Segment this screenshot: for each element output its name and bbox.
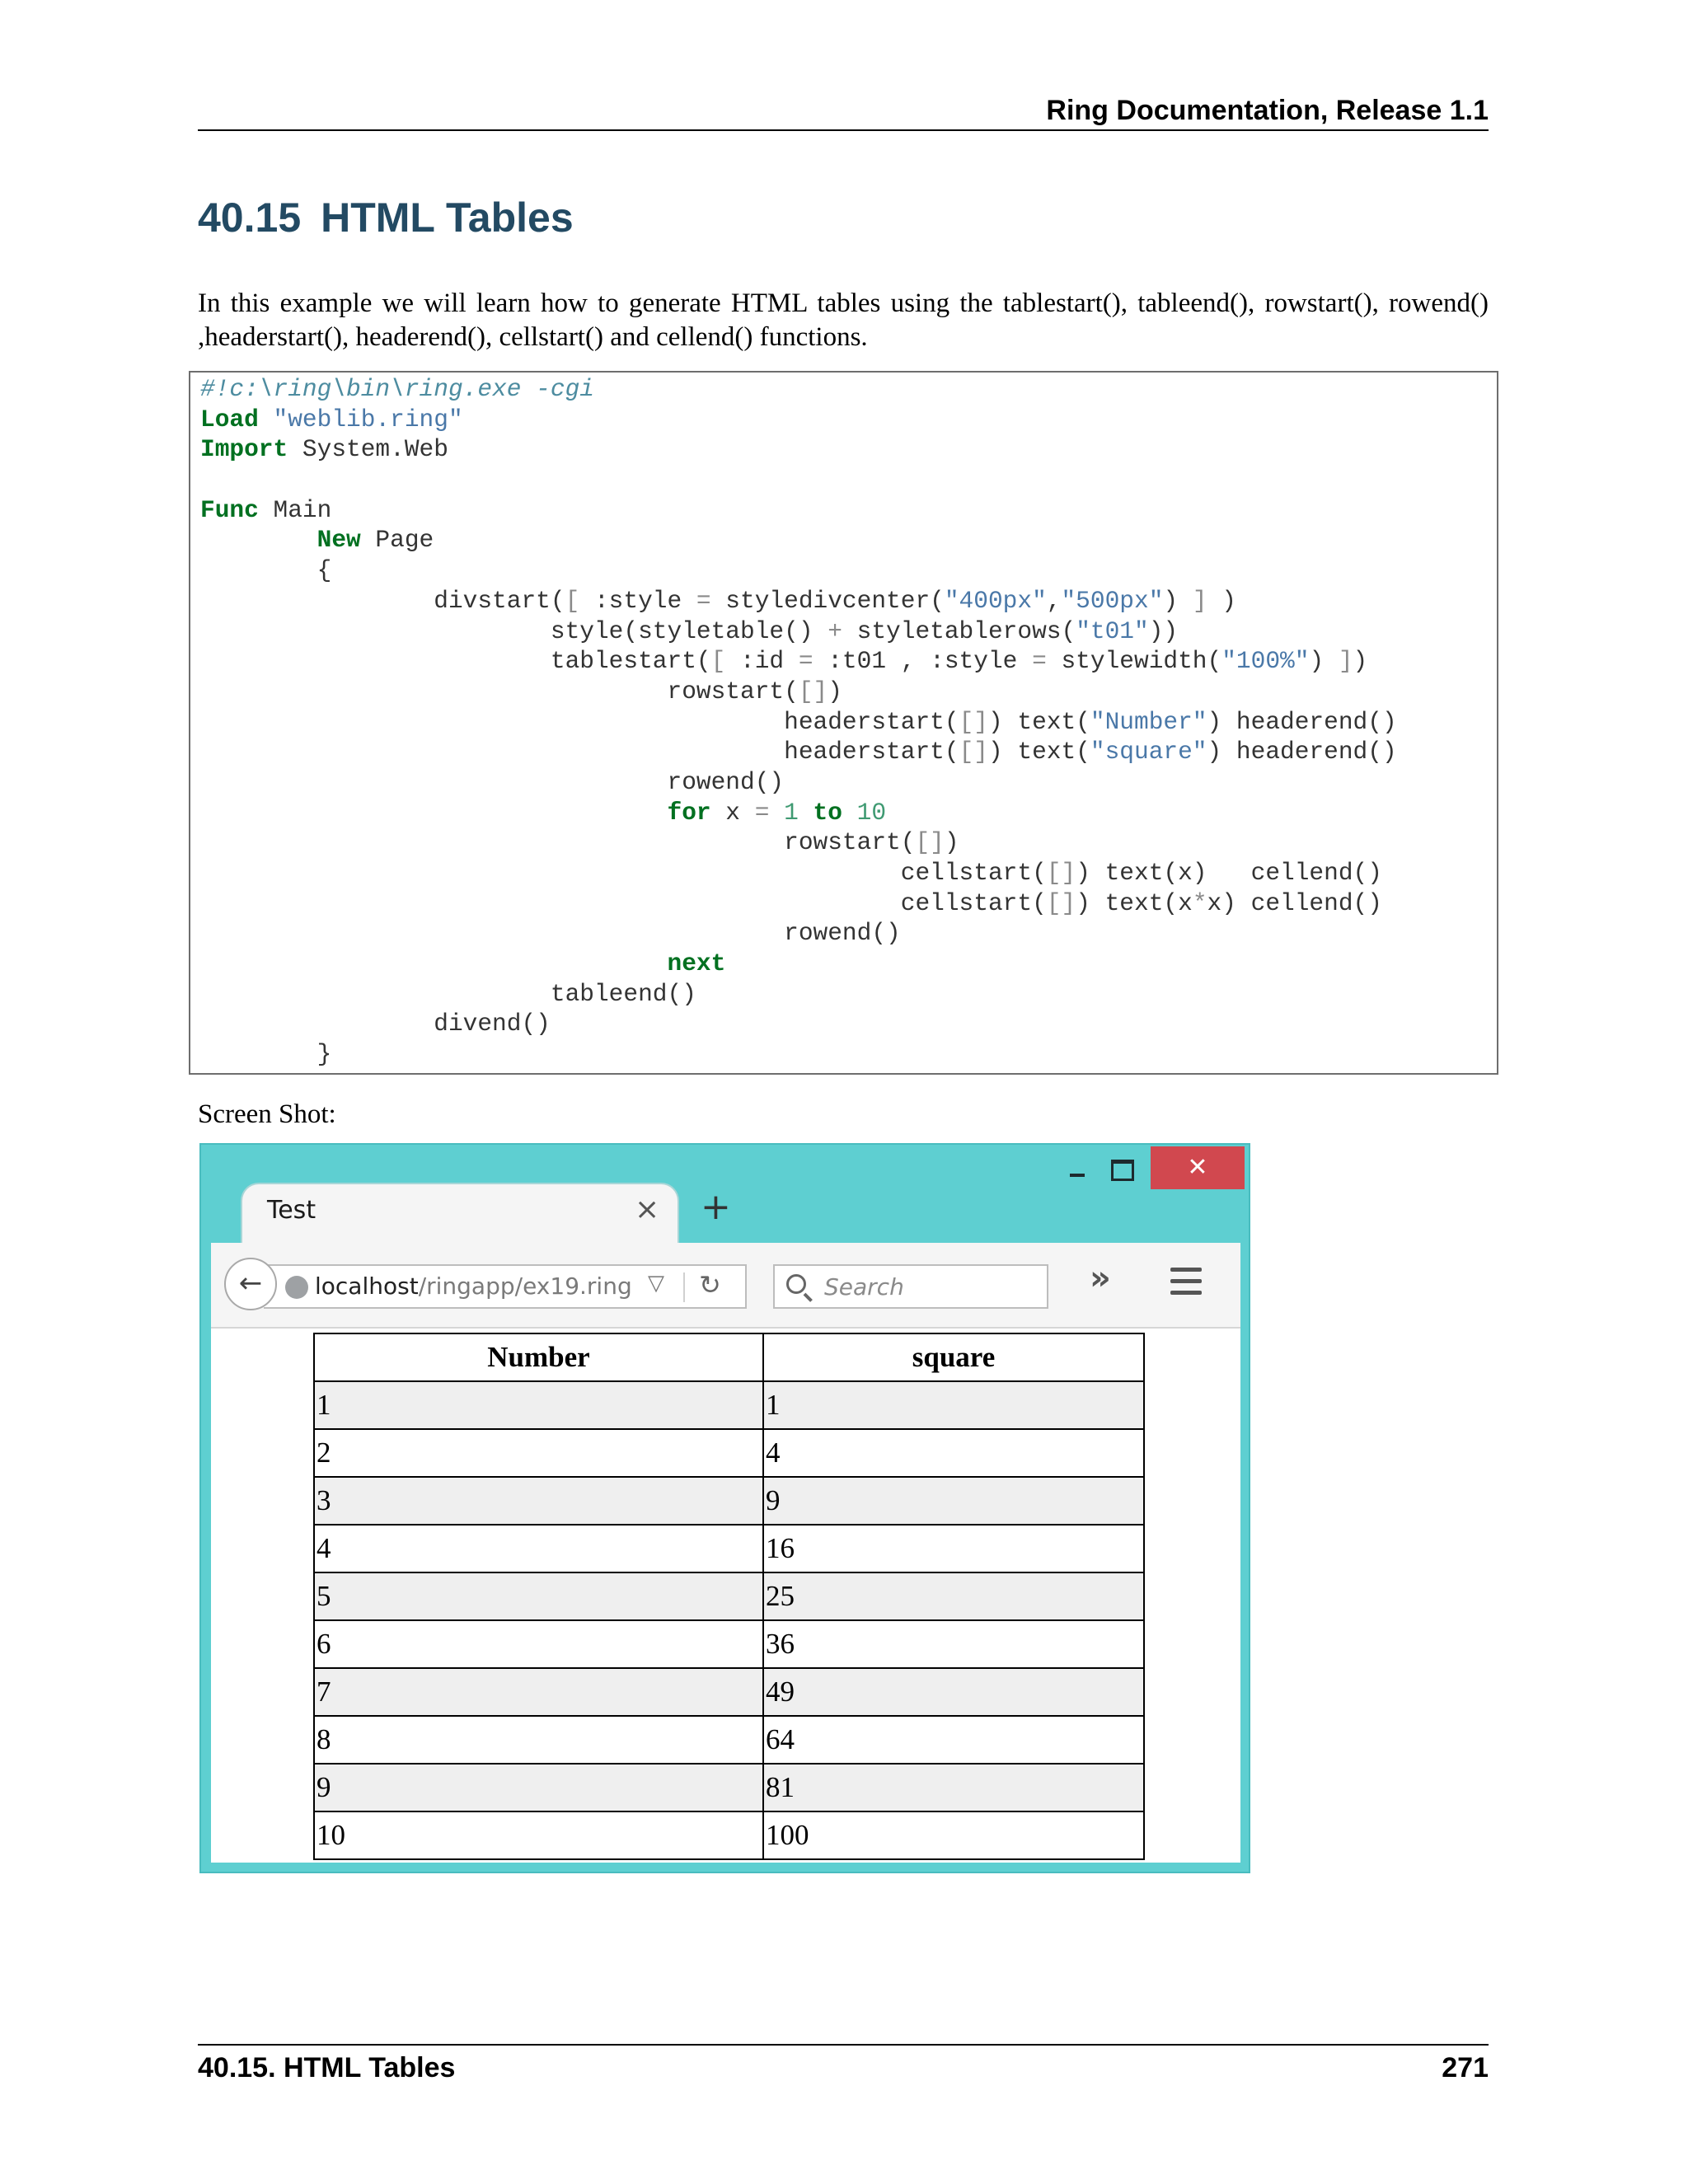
code-token: System.Web	[288, 435, 448, 464]
code-token: )	[1163, 586, 1193, 615]
footer-section: 40.15. HTML Tables	[198, 2052, 456, 2083]
code-token: *	[1192, 888, 1207, 917]
url-text[interactable]	[315, 1272, 632, 1300]
code-token: []	[1046, 888, 1076, 917]
table-row	[314, 1811, 1144, 1859]
code-token	[200, 799, 668, 827]
code-token: []	[798, 677, 828, 705]
code-token: ))	[1148, 616, 1179, 645]
minimize-button[interactable]	[1057, 1146, 1098, 1189]
intro-paragraph: In this example we will learn how to generate HTML tables using the tablestart(), tableend(), rowstart(), rowend() ,headerstart(), headerend(), cellstart() and cellend() functions.	[198, 288, 1489, 352]
search-placeholder: Search	[824, 1273, 904, 1301]
code-line	[200, 737, 1397, 767]
cell-square: 9	[763, 1477, 1144, 1525]
page-footer	[198, 2044, 1489, 2083]
table-row	[314, 1572, 1144, 1620]
code-token: []	[959, 707, 988, 736]
code-token: =	[1032, 647, 1047, 676]
code-line	[200, 465, 1397, 495]
code-line	[200, 888, 1397, 919]
cell-number: 1	[314, 1381, 763, 1429]
table-row	[314, 1620, 1144, 1668]
tab-test[interactable]	[241, 1183, 679, 1247]
url-host: localhost	[315, 1272, 419, 1300]
code-token: ]	[1192, 586, 1207, 615]
code-token: "weblib.ring"	[273, 405, 463, 434]
code-token: Page	[360, 526, 434, 555]
section-title-text: HTML Tables	[321, 194, 574, 241]
cell-square: 49	[763, 1668, 1144, 1716]
url-path: /ringapp/ex19.ring	[418, 1272, 632, 1300]
url-separator	[683, 1272, 685, 1302]
code-line	[200, 555, 1397, 586]
code-token: :id	[725, 647, 799, 676]
code-line	[200, 495, 1397, 526]
reload-icon[interactable]: ↻	[699, 1269, 721, 1301]
code-token: =	[696, 586, 711, 615]
code-token: x) cellend()	[1207, 888, 1382, 917]
cell-number: 8	[314, 1716, 763, 1764]
code-line	[200, 827, 1397, 858]
code-token	[769, 799, 784, 827]
code-line	[200, 646, 1397, 677]
code-token: for	[667, 798, 711, 827]
cell-square: 81	[763, 1764, 1144, 1811]
code-token: "Number"	[1090, 707, 1207, 736]
code-token: headerstart(	[200, 738, 959, 766]
cell-square: 25	[763, 1572, 1144, 1620]
search-icon	[786, 1274, 806, 1294]
code-token: stylewidth(	[1046, 647, 1222, 676]
code-token: []	[959, 738, 988, 766]
code-token: =	[754, 798, 770, 827]
code-token: rowstart(	[200, 828, 916, 857]
cell-number: 5	[314, 1572, 763, 1620]
maximize-button[interactable]	[1100, 1146, 1141, 1189]
code-token: x	[710, 798, 755, 827]
code-token: []	[915, 828, 945, 857]
code-token: ) text(	[987, 707, 1090, 736]
cell-number: 6	[314, 1620, 763, 1668]
tab-title: Test	[267, 1196, 316, 1225]
code-token: tableend()	[200, 979, 696, 1008]
code-token: ,	[1046, 586, 1062, 615]
code-token	[200, 526, 317, 554]
table-row	[314, 1668, 1144, 1716]
code-line	[200, 374, 1397, 405]
cell-square: 36	[763, 1620, 1144, 1668]
code-line	[200, 707, 1397, 738]
code-token: )	[1353, 647, 1368, 676]
code-token: Load	[200, 405, 259, 434]
code-listing	[200, 374, 1397, 1070]
code-token: "t01"	[1076, 616, 1149, 645]
code-line	[200, 677, 1397, 707]
table-header-row	[314, 1333, 1144, 1381]
cell-number: 7	[314, 1668, 763, 1716]
code-token: Import	[200, 435, 288, 464]
running-header: Ring Documentation, Release 1.1	[198, 94, 1489, 131]
code-token: }	[200, 1040, 332, 1069]
window-close-button[interactable]	[1151, 1146, 1245, 1189]
code-line	[200, 798, 1397, 828]
numbers-table	[313, 1333, 1145, 1860]
new-tab-icon[interactable]: +	[701, 1186, 731, 1228]
cell-square: 16	[763, 1525, 1144, 1572]
code-token: [	[565, 586, 580, 615]
cell-number: 3	[314, 1477, 763, 1525]
table-row	[314, 1429, 1144, 1477]
page-viewport	[211, 1329, 1240, 1863]
code-token: styledivcenter(	[710, 586, 945, 615]
url-bar[interactable]	[264, 1264, 747, 1309]
code-token: rowend()	[200, 767, 785, 796]
code-line	[200, 616, 1397, 647]
code-line	[200, 1009, 1397, 1039]
code-token: cellstart(	[200, 859, 1047, 887]
cell-square: 100	[763, 1811, 1144, 1859]
code-line	[200, 767, 1397, 798]
code-token	[799, 799, 814, 827]
code-token	[259, 405, 274, 434]
code-line	[200, 858, 1397, 888]
code-token: Func	[200, 495, 259, 524]
navigation-toolbar	[211, 1243, 1240, 1329]
code-token	[200, 949, 668, 977]
hamburger-menu-icon[interactable]	[1170, 1268, 1202, 1296]
browser-window	[199, 1143, 1250, 1873]
cell-square: 64	[763, 1716, 1144, 1764]
code-token: ) headerend()	[1207, 738, 1397, 766]
table-row	[314, 1764, 1144, 1811]
code-line	[200, 586, 1397, 616]
code-line	[200, 405, 1397, 435]
code-line	[200, 979, 1397, 1010]
code-token: )	[944, 828, 959, 857]
code-token: to	[813, 798, 842, 827]
page-number: 271	[1442, 2052, 1489, 2083]
screenshot-label: Screen Shot:	[198, 1099, 336, 1129]
code-token: cellstart(	[200, 888, 1047, 917]
table-row	[314, 1477, 1144, 1525]
code-token: style(styletable()	[200, 616, 828, 645]
cell-number: 9	[314, 1764, 763, 1811]
code-token: :style	[579, 586, 696, 615]
code-token: )	[1207, 586, 1236, 615]
header-number: Number	[314, 1333, 763, 1381]
code-token: "400px"	[944, 586, 1047, 615]
tab-close-icon[interactable]: ×	[635, 1193, 660, 1226]
close-icon: ✕	[1187, 1153, 1208, 1182]
search-input[interactable]	[773, 1264, 1048, 1309]
code-token: )	[828, 677, 842, 705]
table-row	[314, 1716, 1144, 1764]
code-line	[200, 525, 1397, 555]
cell-square: 4	[763, 1429, 1144, 1477]
code-line	[200, 918, 1397, 949]
code-token: New	[316, 526, 361, 555]
code-token: "square"	[1090, 738, 1207, 766]
code-token: rowend()	[200, 919, 901, 948]
code-token: ) text(x) cellend()	[1076, 859, 1382, 887]
code-token: :t01 , :style	[813, 647, 1033, 676]
code-token: ) headerend()	[1207, 707, 1397, 736]
code-token: []	[1046, 859, 1076, 887]
globe-icon	[285, 1276, 308, 1299]
section-number: 40.15	[198, 194, 302, 241]
code-token: next	[667, 949, 726, 978]
code-token: headerstart(	[200, 707, 959, 736]
code-block	[189, 371, 1498, 1075]
code-token: styletablerows(	[842, 616, 1076, 645]
code-token: ]	[1338, 647, 1353, 676]
code-token: [	[710, 647, 726, 676]
code-token: =	[798, 647, 814, 676]
code-token: #!c:\ring\bin\ring.exe -cgi	[200, 375, 594, 403]
code-token: "500px"	[1061, 586, 1164, 615]
code-token: Main	[258, 495, 332, 524]
table-row	[314, 1525, 1144, 1572]
code-line	[200, 434, 1397, 465]
code-token: ) text(x	[1076, 888, 1193, 917]
code-line	[200, 1039, 1397, 1070]
code-token: )	[1309, 647, 1339, 676]
cell-number: 2	[314, 1429, 763, 1477]
code-token: divstart(	[200, 586, 565, 615]
overflow-chevron-icon[interactable]: »	[1090, 1259, 1111, 1297]
code-token: ) text(	[987, 738, 1090, 766]
code-token: {	[200, 556, 332, 585]
table-row	[314, 1381, 1144, 1429]
code-token: +	[828, 616, 842, 645]
code-token	[842, 799, 857, 827]
code-line	[200, 949, 1397, 979]
section-title	[198, 191, 574, 244]
header-square: square	[763, 1333, 1144, 1381]
code-token: divend()	[200, 1010, 551, 1038]
back-button[interactable]: ←	[224, 1258, 277, 1310]
code-token: 1	[784, 798, 799, 827]
cell-number: 4	[314, 1525, 763, 1572]
code-token: rowstart(	[200, 677, 799, 705]
cell-square: 1	[763, 1381, 1144, 1429]
cell-number: 10	[314, 1811, 763, 1859]
code-token: 10	[856, 798, 887, 827]
url-dropdown-icon[interactable]: ▽	[648, 1271, 664, 1296]
code-token: "100%"	[1221, 647, 1310, 676]
code-token: tablestart(	[200, 647, 711, 676]
